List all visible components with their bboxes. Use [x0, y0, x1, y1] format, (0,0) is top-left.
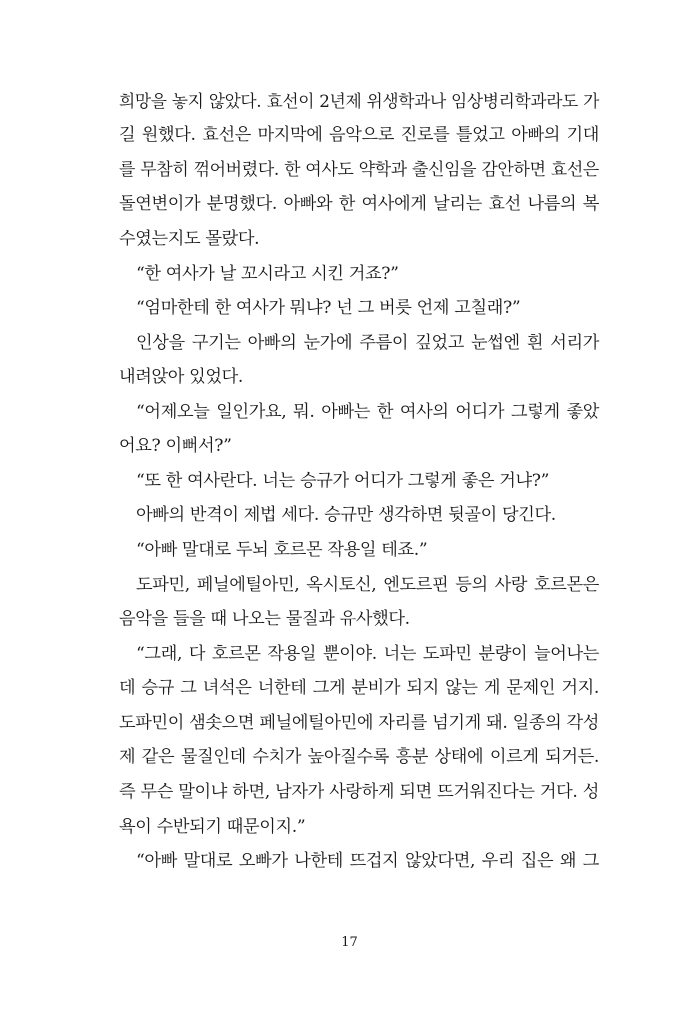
text-line: 도파민이 샘솟으면 페닐에틸아민에 자리를 넘기게 돼. 일종의 각성 [119, 713, 599, 733]
text-line: 인상을 구기는 아빠의 눈가에 주름이 깊었고 눈썹엔 흰 서리가 [136, 333, 599, 353]
text-line: 아빠의 반격이 제법 세다. 승규만 생각하면 뒷골이 당긴다. [136, 505, 556, 525]
text-line: 돌연변이가 분명했다. 아빠와 한 여사에게 날리는 효선 나름의 복 [119, 194, 599, 214]
text-line: 욕이 수반되기 때문이지.” [119, 817, 306, 837]
text-line: 제 같은 물질인데 수치가 높아질수록 흥분 상태에 이르게 되거든. [119, 747, 599, 767]
page-number: 17 [341, 935, 358, 950]
text-line: 도파민, 페닐에틸아민, 옥시토신, 엔도르핀 등의 사랑 호르몬은 [136, 575, 599, 595]
text-line: “엄마한테 한 여사가 뭐냐? 넌 그 버릇 언제 고칠래?” [136, 298, 521, 318]
text-line: “어제오늘 일인가요, 뭐. 아빠는 한 여사의 어디가 그렇게 좋았 [136, 402, 599, 422]
text-line: 즉 무슨 말이냐 하면, 남자가 사랑하게 되면 뜨거워진다는 거다. 성 [119, 782, 599, 802]
text-line: 어요? 이뻐서?” [119, 436, 232, 456]
text-line: 데 승규 그 녀석은 너한테 그게 분비가 되지 않는 게 문제인 거지. [119, 678, 599, 698]
text-line: 희망을 놓지 않았다. 효선이 2년제 위생학과나 임상병리학과라도 가 [119, 91, 599, 111]
text-line: 수였는지도 몰랐다. [119, 229, 260, 249]
text-line: “아빠 말대로 오빠가 나한테 뜨겁지 않았다면, 우리 집은 왜 그 [136, 851, 599, 871]
text-line: “한 여사가 날 꼬시라고 시킨 거죠?” [136, 264, 399, 284]
text-line: 를 무참히 꺾어버렸다. 한 여사도 약학과 출신임을 감안하면 효선은 [119, 160, 599, 180]
text-line: “그래, 다 호르몬 작용일 뿐이야. 너는 도파민 분량이 늘어나는 [136, 644, 599, 664]
text-line: 길 원했다. 효선은 마지막에 음악으로 진로를 틀었고 아빠의 기대 [119, 125, 599, 145]
text-line: 내려앉아 있었다. [119, 367, 243, 387]
text-line: “아빠 말대로 두뇌 호르몬 작용일 테죠.” [136, 540, 428, 560]
text-line: “또 한 여사란다. 너는 승규가 어디가 그렇게 좋은 거냐?” [136, 471, 550, 491]
text-line: 음악을 들을 때 나오는 물질과 유사했다. [119, 609, 410, 629]
